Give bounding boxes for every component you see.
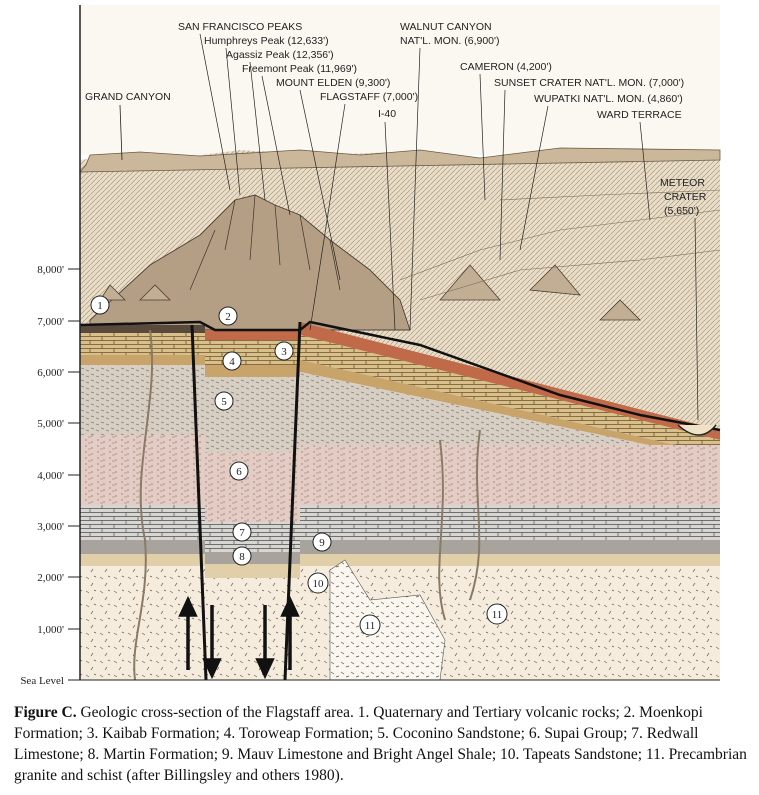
label-flagstaff: FLAGSTAFF (7,000') [320,91,419,103]
elev-label-sea-level: Sea Level [20,675,64,687]
unit-number: 3 [281,346,287,358]
label-ward-terrace: WARD TERRACE [597,109,682,121]
caption-text: Geologic cross-section of the Flagstaff area. 1. Quaternary and Tertiary volcanic rocks; 2. Moenkopi Formation; 3. Kaibab Formation; 4. Toroweap Formation; 5. Coconino Sandstone; 6. Supai Group; 7. Redwall Limestone; 8. Martin Formation; 9. Mauv Limestone and Bright Angel Shale; 10. Tapeats Sandstone; 11. Precambrian granite and schist (after Billingsley and others 1980). [14,704,747,784]
unit-number: 6 [236,466,242,478]
elev-label: 8,000' [37,264,64,276]
label-meteor: METEOR [660,177,705,189]
elev-label: 6,000' [37,367,64,379]
elev-label: 7,000' [37,316,64,328]
elevation-axis [20,264,80,687]
label-sunset-crater: SUNSET CRATER NAT'L. MON. (7,000') [494,77,685,89]
label-i40: I-40 [378,108,397,120]
unit-number: 10 [312,578,324,590]
unit-number: 5 [221,396,227,408]
unit-number: 11 [491,609,503,621]
label-mount-elden: MOUNT ELDEN (9,300') [276,77,391,89]
label-agassiz-peak: Agassiz Peak (12,356') [226,49,334,61]
label-san-francisco-peaks: SAN FRANCISCO PEAKS [178,21,303,33]
unit-number: 8 [239,551,245,563]
label-wupatki: WUPATKI NAT'L. MON. (4,860') [534,93,683,105]
label-cameron: CAMERON (4,200') [460,61,552,73]
elev-label: 3,000' [37,521,64,533]
elev-label: 2,000' [37,572,64,584]
label-humphreys-peak: Humphreys Peak (12,633') [204,35,329,47]
label-crater: CRATER [664,191,707,203]
label-grand-canyon: GRAND CANYON [85,91,171,103]
elev-label: 4,000' [37,470,64,482]
unit-number: 4 [229,356,235,368]
unit-number: 11 [364,620,376,632]
label-meteor-elevation: (5,650') [664,205,700,217]
unit-number: 9 [319,537,325,549]
label-walnut-canyon-mon: NAT'L. MON. (6,900') [400,35,500,47]
elev-label: 5,000' [37,418,64,430]
unit-number: 2 [225,311,231,323]
elev-label: 1,000' [37,624,64,636]
caption-label: Figure C. [14,704,77,721]
label-walnut-canyon: WALNUT CANYON [400,21,492,33]
label-freemont-peak: Freemont Peak (11,969') [242,63,358,75]
unit-number: 7 [239,527,245,539]
unit-number: 1 [97,300,103,312]
figure-caption [14,702,749,786]
